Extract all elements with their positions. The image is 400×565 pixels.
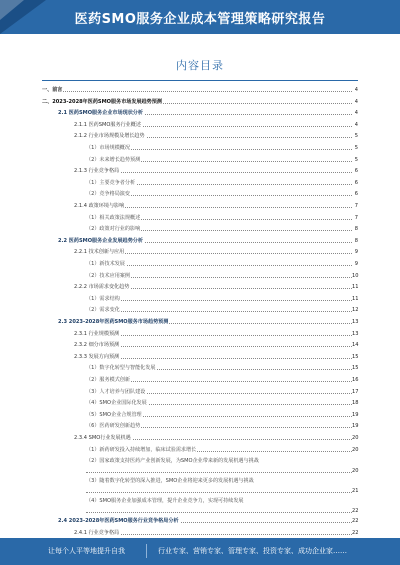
toc-entry[interactable]	[0, 131, 400, 143]
toc-entry-text: 2.2.2 市场需求变化趋势	[74, 284, 130, 291]
toc-entry-text: 2.4.1 行业竞争格局	[74, 529, 120, 536]
header-bar	[0, 0, 400, 34]
toc-page-number: 21	[352, 488, 359, 495]
toc-entry[interactable]	[0, 120, 400, 132]
toc-leader-dots	[42, 91, 352, 92]
toc-leader-dots	[86, 492, 352, 493]
toc-page-number: 22	[352, 508, 359, 515]
toc-entry[interactable]	[0, 236, 400, 248]
toc-entry-text: （2）国家政策支持医药产业创新发展，为SMO企业带来新的发展机遇与挑战	[86, 456, 343, 466]
toc-page-number: 6	[352, 166, 358, 176]
toc-entry-text: （5）SMO企业合规管理	[86, 411, 142, 418]
toc-page-number: 5	[352, 155, 358, 165]
toc-leader-dots	[86, 300, 352, 301]
toc-entry[interactable]	[0, 178, 400, 190]
toc-title: 内容目录	[176, 59, 224, 72]
toc-page-number: 10	[352, 272, 359, 279]
footer-tagline: 行业专家、营销专家、管理专家、投资专家、成功企业家……	[158, 547, 347, 555]
toc-page-number: 4	[352, 97, 358, 107]
toc-entry-text: 2.3.3 发展方向预测	[74, 353, 120, 360]
toc-page-number: 9	[352, 247, 358, 257]
toc-entry[interactable]	[0, 166, 400, 178]
toc-entry-text: （1）主要竞争者分析	[86, 179, 136, 186]
toc-entry-text: （2）未来增长趋势预测	[86, 156, 141, 163]
toc-leader-dots	[86, 311, 352, 312]
toc-entry-text: 2.1 医药SMO服务企业市场现状分析	[58, 110, 143, 117]
toc-entry-text: 2.3.1 行业规模预测	[74, 330, 120, 337]
toc-entry[interactable]	[0, 375, 400, 387]
toc-page-number: 12	[352, 307, 359, 314]
toc-page-number: 4	[352, 120, 358, 130]
toc-entry[interactable]	[0, 363, 400, 375]
toc-entry-text: （1）新技术发展	[86, 261, 125, 267]
toc-page-number: 20	[352, 468, 359, 475]
toc-entry[interactable]	[0, 201, 400, 213]
toc-page-number: 7	[352, 201, 358, 211]
toc-entry-text: 2.4 2023-2028年医药SMO服务行业竞争格局分析	[58, 518, 179, 525]
toc-page-number: 5	[352, 131, 358, 141]
toc-entry-text: 2.1.4 政策环境与影响	[74, 203, 125, 209]
toc-entry[interactable]	[0, 352, 400, 364]
footer-separator	[146, 544, 147, 558]
toc-page-number: 9	[352, 259, 358, 269]
toc-entry[interactable]	[0, 421, 400, 433]
toc-entry[interactable]	[0, 271, 400, 283]
toc-entry-text: 2.1.3 行业竞争格局	[74, 168, 120, 175]
toc-page-number: 18	[352, 400, 359, 407]
footer-bar	[0, 538, 400, 565]
toc-entry-text: （3）人才培养与团队建设	[86, 388, 146, 395]
toc-page-number: 20	[352, 435, 359, 441]
toc-entry-text: （1）数字化转型与智能化发展	[86, 365, 156, 372]
toc-page-number: 8	[352, 236, 358, 246]
toc-page-number: 6	[352, 189, 358, 199]
toc-entry-text: （2）竞争格局演变	[86, 191, 130, 198]
toc-page-number: 11	[352, 284, 359, 291]
toc-page-number: 17	[352, 388, 359, 395]
toc-page-number: 14	[352, 342, 359, 349]
toc-page-number: 16	[352, 377, 359, 383]
toc-entry[interactable]	[0, 456, 400, 476]
toc-entry-text: （3）随着数字化转型的深入推进，SMO企业将迎来更多的发展机遇与挑战	[86, 476, 343, 486]
toc-entry[interactable]	[0, 398, 400, 410]
toc-entry-text: （2）技术应用案例	[86, 272, 130, 279]
toc-entry[interactable]	[0, 294, 400, 306]
toc-entry[interactable]	[0, 317, 400, 329]
toc-leader-dots	[86, 472, 352, 473]
toc-page-number: 13	[352, 330, 359, 337]
toc-page-number: 19	[352, 411, 359, 418]
toc-entry-text: 2.2 医药SMO服务企业发展趋势分析	[58, 237, 143, 244]
toc-entry[interactable]	[0, 85, 400, 97]
toc-divider	[42, 80, 358, 81]
toc-page-number: 11	[352, 295, 359, 302]
toc-entry-text: （6）医药研发创新趋势	[86, 423, 141, 430]
toc-entry-text: 一、前言	[42, 87, 63, 93]
toc-page-number: 15	[352, 353, 359, 360]
toc-leader-dots	[86, 512, 352, 513]
toc-entry-text: 2.2.1 技术创新与应用	[74, 249, 125, 256]
toc-entry[interactable]	[0, 189, 400, 201]
toc-page-number: 22	[352, 529, 359, 536]
toc-entry-text: （4）SMO企业国际化发展	[86, 400, 147, 407]
toc-entry-text: 2.3 2023-2028年医药SMO服务市场趋势预测	[58, 319, 169, 325]
toc-page-number: 22	[352, 518, 359, 525]
footer-slogan: 让每个人平等地提升自我	[48, 547, 125, 555]
toc-entry[interactable]	[0, 224, 400, 236]
toc-entry[interactable]	[0, 410, 400, 422]
toc-entry[interactable]	[0, 433, 400, 445]
toc-page-number: 19	[352, 423, 359, 430]
toc-entry[interactable]	[0, 445, 400, 457]
toc-entry-text: （1）需求结构	[86, 295, 120, 302]
toc-page-number: 8	[352, 224, 358, 234]
toc-entry[interactable]	[0, 213, 400, 225]
toc-page-number: 4	[352, 85, 358, 95]
toc-entry-text: （4）SMO服务企业加强成本管理，提升企业竞争力，实现可持续发展	[86, 496, 343, 506]
toc-entry-text: 2.1.1 医药SMO服务行业概述	[74, 121, 141, 128]
toc-entry[interactable]	[0, 387, 400, 399]
toc-entry-text: 2.1.2 行业市场规模及增长趋势	[74, 133, 145, 140]
toc-entry[interactable]	[0, 516, 400, 528]
toc-entry[interactable]	[0, 247, 400, 259]
toc-page-number: 5	[352, 143, 358, 153]
toc-entry-text: （2）需求变化	[86, 307, 120, 314]
toc-page-number: 20	[352, 446, 359, 453]
toc-entry-text: （1）相关政策法规概述	[86, 214, 141, 221]
toc-entry-text: （1）市场规模概况	[86, 145, 130, 151]
toc-page-number: 6	[352, 178, 358, 188]
toc-page-number: 13	[352, 319, 359, 325]
toc-page-number: 7	[352, 213, 358, 223]
toc-page-number: 15	[352, 365, 359, 372]
toc-entry[interactable]	[0, 108, 400, 120]
toc-entry[interactable]	[0, 329, 400, 341]
toc-entry[interactable]	[0, 496, 400, 516]
toc-page-number: 4	[352, 108, 358, 118]
toc-entry-text: （2）服务模式创新	[86, 377, 130, 383]
toc-entry[interactable]	[0, 340, 400, 352]
toc-entry[interactable]	[0, 282, 400, 294]
toc-entry[interactable]	[0, 97, 400, 109]
report-title: 医药SMO服务企业成本管理策略研究报告	[74, 12, 326, 27]
toc-entry-text: 2.3.2 细分市场预测	[74, 342, 120, 349]
toc-entry-text: 二、2023-2028年医药SMO服务市场发展趋势预测	[42, 98, 162, 105]
toc-entry-text: （1）新药研发投入持续增加，临床试验需求增长	[86, 446, 197, 453]
toc-entry[interactable]	[0, 155, 400, 167]
toc-entry[interactable]	[0, 143, 400, 155]
toc-entry-text: （2）政策对行业的影响	[86, 226, 141, 233]
toc-entry[interactable]	[0, 259, 400, 271]
toc-entry[interactable]	[0, 476, 400, 496]
toc-entry-text: 2.3.4 SMO行业发展机遇	[74, 435, 131, 441]
toc-entry[interactable]	[0, 305, 400, 317]
